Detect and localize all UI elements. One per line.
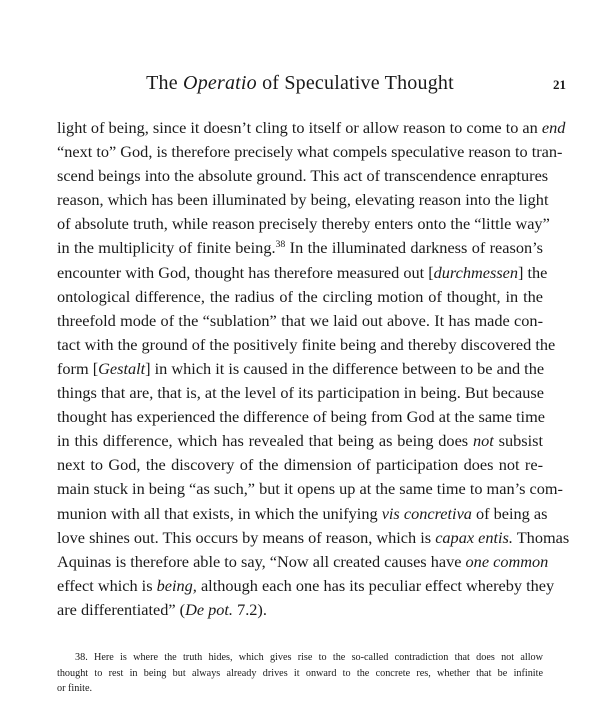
- text-line: [57, 381, 543, 405]
- text-line: [57, 574, 555, 598]
- text-line: [57, 453, 543, 477]
- text-run: of being as: [471, 503, 548, 523]
- text-line: [57, 261, 548, 285]
- text-line: [57, 405, 543, 429]
- text-line: [57, 666, 543, 682]
- text-run: thought has experienced the difference of being from God at the same time: [57, 407, 545, 427]
- text-run: of absolute truth, while reason precisely thereby enters onto the “little way”: [57, 214, 550, 234]
- running-title: [0, 72, 600, 95]
- text-run: 38. Here is where the truth hides, which gives rise to the so-called contradiction that does not allow: [75, 652, 543, 663]
- text-run: In the illuminated darkness of reason’s: [285, 238, 543, 258]
- text-run: ] the: [518, 262, 548, 282]
- text-line: [57, 502, 548, 526]
- text-run: threefold mode of the “sublation” that we laid out above. It has made con-: [57, 310, 543, 330]
- text-run: main stuck in being “as such,” but it opens up at the same time to man’s com-: [57, 479, 563, 499]
- text-run: thought to rest in being but always already drives it onward to the concrete res, whether that be infinite: [57, 667, 543, 679]
- text-line: [57, 116, 566, 140]
- body-paragraph: [57, 116, 570, 622]
- italic-text: end: [541, 118, 566, 137]
- text-line: [57, 212, 550, 236]
- text-line: [57, 140, 563, 164]
- text-line: [57, 477, 563, 501]
- text-line: [57, 285, 543, 309]
- text-line: [57, 598, 543, 622]
- text-run: form [: [57, 358, 99, 378]
- title-text: The: [146, 72, 184, 94]
- italic-text: durchmessen: [433, 262, 519, 282]
- text-run: although each one has its peculiar effect whereby they: [196, 575, 555, 595]
- page-number: 21: [553, 77, 566, 92]
- text-line: [57, 333, 556, 357]
- text-line: [57, 164, 549, 188]
- text-run: in the multiplicity of finite being.: [57, 238, 276, 258]
- italic-text: not: [472, 431, 494, 451]
- italic-text: Gestalt: [98, 358, 146, 378]
- text-run: things that are, that is, at the level of its participation in being. But because: [57, 383, 544, 403]
- text-run: Aquinas is therefore able to say, “Now all created causes have: [57, 551, 466, 571]
- text-run: encounter with God, thought has therefore measured out [: [57, 262, 434, 282]
- italic-text: one common: [465, 551, 549, 571]
- page-header: [0, 72, 600, 102]
- text-line: [57, 357, 543, 381]
- text-line: [57, 188, 549, 212]
- title-text: of Speculative Thought: [256, 72, 454, 94]
- text-run: or finite.: [57, 683, 93, 694]
- text-run: next to God, the discovery of the dimension of participation does not re-: [57, 455, 543, 475]
- text-line: [57, 309, 543, 333]
- text-run: “next to” God, is therefore precisely what compels speculative reason to tran-: [57, 142, 563, 162]
- text-run: munion with all that exists, in which the unifying: [57, 503, 382, 523]
- text-line: [57, 526, 570, 550]
- title-italic: Operatio: [183, 72, 257, 94]
- text-run: light of being, since it doesn’t cling to itself or allow reason to come to an: [57, 118, 542, 137]
- footnote-marker: 38: [275, 239, 286, 251]
- text-run: in this difference, which has revealed that being as being does: [57, 431, 473, 451]
- text-line: [57, 650, 543, 666]
- text-run: reason, which has been illuminated by being, elevating reason into the light: [57, 190, 549, 210]
- text-run: subsist: [493, 431, 543, 451]
- italic-text: vis concretiva: [381, 503, 472, 523]
- text-run: tact with the ground of the positively finite being and thereby discovered the: [57, 334, 556, 354]
- text-run: 7.2).: [233, 599, 267, 619]
- italic-text: De pot.: [185, 599, 233, 619]
- text-run: love shines out. This occurs by means of reason, which is: [57, 527, 436, 547]
- footnote: [57, 650, 543, 697]
- text-run: ] in which it is caused in the difference between to be and the: [145, 358, 545, 378]
- text-line: [57, 550, 549, 574]
- text-line: [57, 429, 543, 453]
- text-line: [57, 236, 543, 260]
- italic-text: capax entis.: [435, 527, 513, 547]
- text-run: are differentiated” (: [57, 599, 186, 619]
- text-run: Thomas: [512, 527, 570, 547]
- text-line: [57, 681, 543, 697]
- italic-text: being,: [156, 575, 197, 595]
- text-run: scend beings into the absolute ground. This act of transcendence enraptures: [57, 166, 549, 186]
- text-run: ontological difference, the radius of the circling motion of thought, in the: [57, 286, 543, 306]
- text-run: effect which is: [57, 575, 157, 595]
